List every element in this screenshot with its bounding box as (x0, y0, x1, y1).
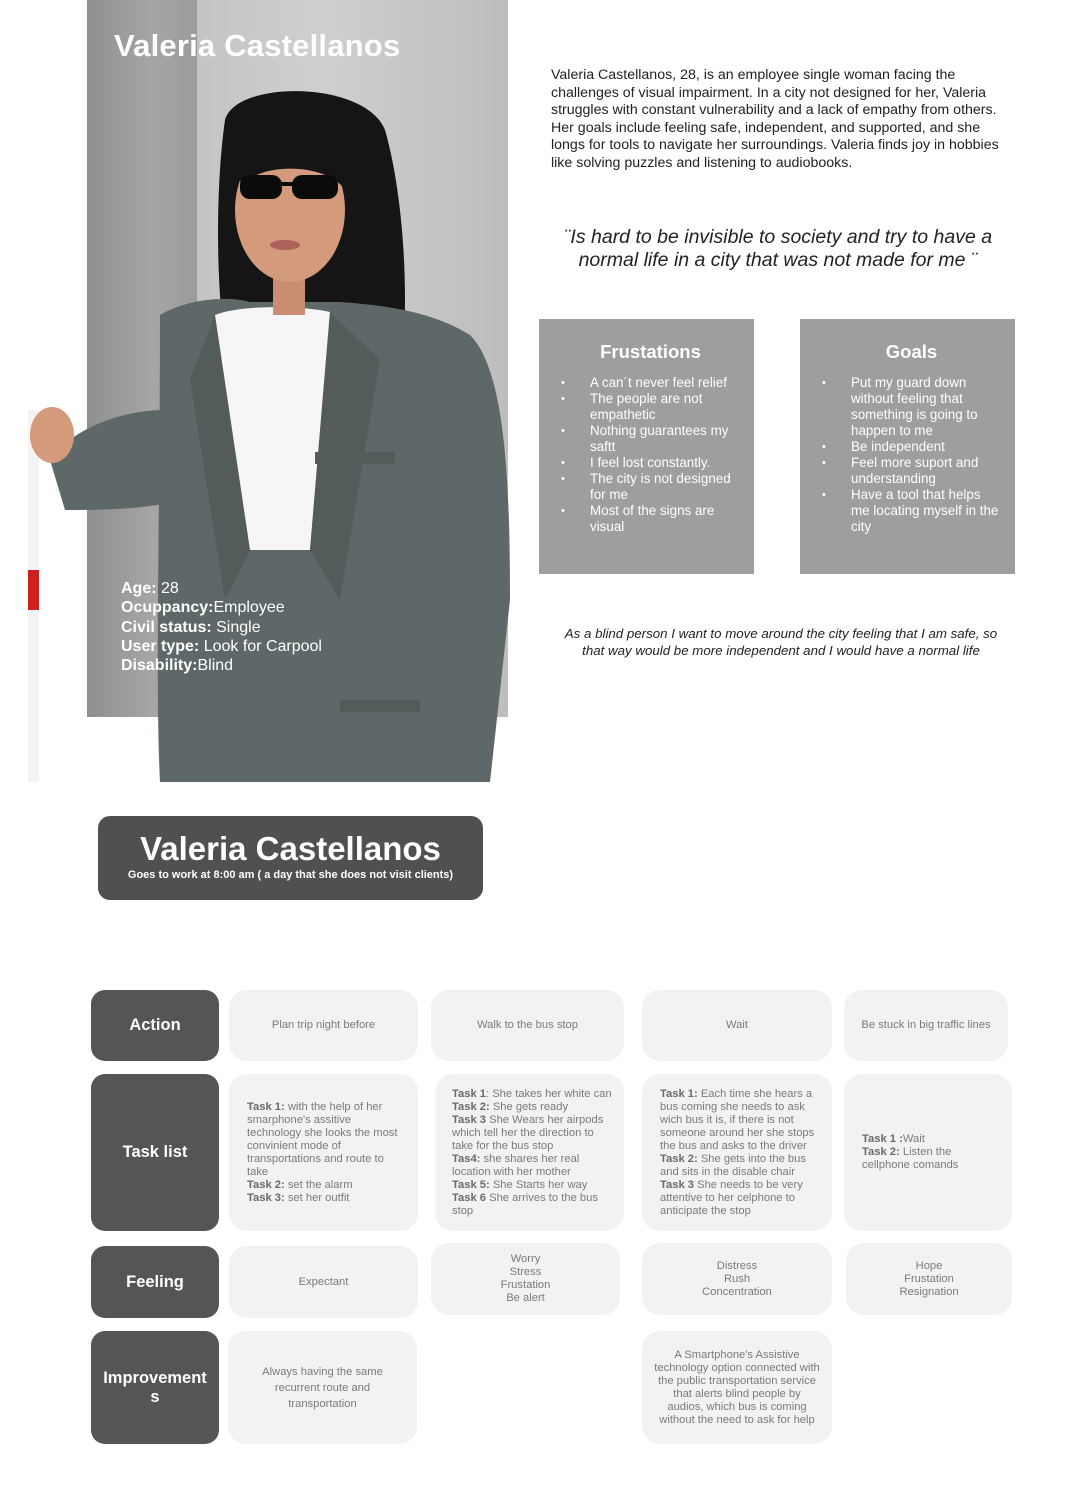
frustrations-list (561, 375, 740, 535)
frustration-item: • The people are not empathetic (561, 391, 740, 423)
feeling-cell: Distress Rush Concentration (642, 1243, 832, 1315)
journey-persona-name: Valeria Castellanos (140, 830, 441, 867)
task-item: Task 3 She Wears her airpods which tell her the direction to take for the bus stop (452, 1113, 604, 1152)
fact-civil-status: Civil status: Single (121, 618, 261, 636)
task-cell (642, 1074, 832, 1231)
task-item: Task 2: She gets ready (452, 1100, 569, 1113)
frustration-item: • The city is not designed for me (561, 471, 740, 503)
goal-item: • Be independent (822, 439, 1001, 455)
journey-header (98, 816, 483, 900)
task-cell (435, 1074, 624, 1231)
task-item: Task 5: She Starts her way (452, 1178, 588, 1191)
frustration-item: • Most of the signs are visual (561, 503, 740, 535)
frustrations-card (539, 319, 754, 574)
user-story: As a blind person I want to move around the city feeling that I am safe, so that way would be more independent and I would have a normal life (564, 626, 998, 658)
task-item: Task 1 :Wait (862, 1133, 925, 1145)
frustration-item: • I feel lost constantly. (561, 455, 740, 471)
task-item: Task 1: Each time she hears a bus coming she needs to ask wich bus it is, if there is not someone around her she stops the bus and asks to the driver (660, 1087, 815, 1152)
persona-bio: Valeria Castellanos, 28, is an employee single woman facing the challenges of visual impairment. In a city not designed for her, Valeria struggles with constant vulnerability and a lack of empathy from others. Her goals include feeling safe, independent, and supported, and she longs for tools to navigate her surroundings. Valeria finds joy in hobbies like solving puzzles and listening to audiobooks. (551, 67, 999, 171)
frustrations-title: Frustations (600, 341, 701, 362)
fact-user-type: User type: Look for Carpool (121, 637, 322, 655)
row-label-action: Action (91, 990, 219, 1061)
persona-name: Valeria Castellanos (114, 28, 401, 63)
task-item: Task 2: set the alarm (247, 1178, 353, 1191)
goal-item: • Have a tool that helps me locating myself in the city (822, 487, 1001, 535)
fact-age: Age: 28 (121, 580, 179, 597)
persona-photo (10, 80, 520, 782)
persona-facts (121, 579, 322, 675)
goals-card (800, 319, 1015, 574)
persona-quote: ¨Is hard to be invisible to society and try to have a normal life in a city that was not made for me ¨ (563, 226, 993, 271)
action-cell: Walk to the bus stop (431, 990, 624, 1061)
row-label-task-list: Task list (91, 1074, 219, 1231)
action-cell: Plan trip night before (229, 990, 418, 1061)
task-item: Task 6 She arrives to the bus stop (452, 1191, 598, 1217)
fact-occupancy: Ocuppancy:Employee (121, 599, 285, 617)
row-label-feeling: Feeling (91, 1246, 219, 1318)
journey-subtitle: Goes to work at 8:00 am ( a day that she does not visit clients) (127, 869, 454, 881)
feeling-cell: Worry Stress Frustation Be alert (431, 1243, 620, 1315)
goals-list (822, 375, 1001, 535)
action-cell: Be stuck in big traffic lines (844, 990, 1008, 1061)
task-cell (844, 1074, 1012, 1231)
task-item: Task 3: set her outfit (247, 1191, 350, 1204)
improvement-cell: A Smartphone's Assistive technology option connected with the public transportation service that alerts blind people by audios, which bus is coming without the need to ask for help (642, 1331, 832, 1444)
improvement-cell: Always having the same recurrent route and transportation (228, 1331, 417, 1444)
task-item: Task 1: She takes her white can (452, 1087, 612, 1100)
goal-item: • Put my guard down without feeling that something is going to happen to me (822, 375, 1001, 439)
cane-red-band (28, 570, 39, 610)
task-item: Task 2: She gets into the bus and sits in the disable chair (660, 1152, 806, 1178)
task-item: Task 2: Listen the cellphone comands (862, 1146, 959, 1171)
feeling-cell: Expectant (229, 1246, 418, 1318)
feeling-cell: Hope Frustation Resignation (846, 1243, 1012, 1315)
task-item: Tas4: she shares her real location with her mother (452, 1152, 580, 1178)
fact-disability: Disability:Blind (121, 657, 234, 675)
frustration-item: • Nothing guarantees my saftt (561, 423, 740, 455)
goal-item: • Feel more suport and understanding (822, 455, 1001, 487)
goals-title: Goals (885, 341, 938, 362)
task-item: Task 1: with the help of her smarphone's assitive technology she looks the most convinient mode of transportations and route to take (247, 1100, 398, 1178)
row-label-improvements: Improvements (91, 1331, 219, 1444)
task-cell (229, 1074, 418, 1231)
frustration-item: • A can´t never feel relief (561, 375, 740, 391)
action-cell: Wait (642, 990, 832, 1061)
task-item: Task 3 She needs to be very attentive to her celphone to anticipate the stop (660, 1178, 803, 1217)
